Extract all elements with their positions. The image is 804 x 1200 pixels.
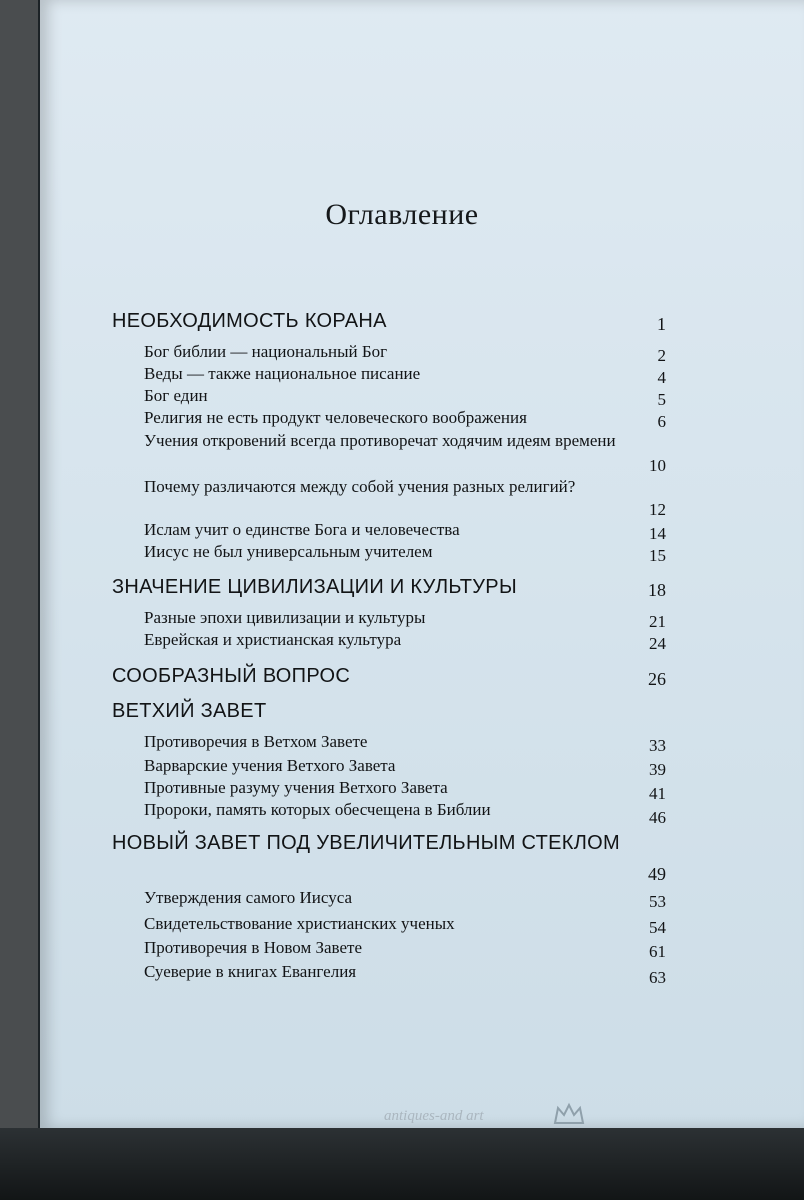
toc-entry-title: Религия не есть продукт человеческого воображения (144, 408, 527, 427)
toc-entry-title: Противные разуму учения Ветхого Завета (144, 778, 448, 797)
book-edge (0, 1128, 804, 1200)
toc-page-number: 53 (649, 892, 666, 911)
toc-section-title: ЗНАЧЕНИЕ ЦИВИЛИЗАЦИИ И КУЛЬТУРЫ (112, 576, 517, 598)
toc-entry-title: Варварские учения Ветхого Завета (144, 756, 396, 775)
toc-entry (0, 340, 804, 364)
toc-entry (0, 606, 804, 630)
toc-page-number: 63 (649, 968, 666, 987)
toc-entry (0, 406, 804, 430)
page-title: Оглавление (325, 198, 479, 231)
toc-entry (0, 798, 804, 827)
toc-page-number: 33 (649, 736, 666, 755)
toc-page-number: 61 (649, 942, 666, 961)
toc-page-number: 26 (648, 669, 666, 689)
toc-entry-title: Бог библии — национальный Бог (144, 342, 388, 361)
toc-entry-title: Пророки, память которых обесчещена в Библии (144, 800, 491, 819)
toc-section-title: ВЕТХИЙ ЗАВЕТ (112, 700, 267, 722)
watermark-text: antiques-and art (384, 1108, 484, 1124)
toc-entry (0, 754, 804, 778)
toc-entry (0, 428, 804, 474)
toc-entry-title: Веды — также национальное писание (144, 364, 421, 383)
toc-page-number: 18 (648, 580, 666, 600)
toc-entry (0, 540, 804, 564)
toc-entry-title: Утверждения самого Иисуса (144, 888, 352, 907)
toc-page-number: 24 (649, 634, 666, 653)
toc-page-number: 46 (649, 808, 666, 827)
toc-entry-title: Еврейская и христианская культура (144, 630, 402, 649)
toc-page-number: 49 (648, 864, 666, 884)
toc-section (0, 308, 804, 338)
toc-page-number: 6 (657, 412, 666, 431)
toc-section (0, 663, 804, 693)
toc-entry-title: Суеверие в книгах Евангелия (144, 962, 357, 981)
toc-page-number: 2 (657, 346, 666, 365)
toc-entry-title: Разные эпохи цивилизации и культуры (144, 608, 426, 627)
toc-page-number: 21 (649, 612, 666, 631)
toc-entry (0, 730, 804, 754)
toc-section (0, 698, 804, 728)
toc-page-number: 12 (649, 500, 666, 519)
toc-entry (0, 776, 804, 803)
toc-entry (0, 886, 804, 910)
toc-section-title: СООБРАЗНЫЙ ВОПРОС (112, 665, 351, 687)
toc-page-number: 41 (649, 784, 666, 803)
toc-entry-title: Бог един (144, 386, 208, 405)
crown-icon (552, 1102, 586, 1128)
toc-entry-title: Противоречия в Новом Завете (144, 938, 362, 957)
toc-page-number: 10 (649, 456, 666, 475)
toc-page-number: 14 (649, 524, 666, 543)
toc-entry (0, 518, 804, 542)
toc-entry (0, 384, 804, 408)
toc-page-number: 4 (657, 368, 666, 387)
toc-page-number: 15 (649, 546, 666, 565)
toc-section (0, 826, 804, 886)
toc-page-number: 5 (657, 390, 666, 409)
toc-entry (0, 474, 804, 520)
toc-entry-title: Иисус не был универсальным учителем (144, 542, 433, 561)
toc-entry (0, 936, 804, 960)
toc-entry-title: Учения откровений всегда противоречат ходячим идеям времени (144, 431, 616, 450)
toc-entry-title: Ислам учит о единстве Бога и человечества (144, 520, 460, 539)
toc-section-title: НОВЫЙ ЗАВЕТ ПОД УВЕЛИЧИТЕЛЬНЫМ СТЕКЛОМ (112, 832, 620, 854)
toc-section-title: НЕОБХОДИМОСТЬ КОРАНА (112, 310, 387, 332)
toc-entry-title: Почему различаются между собой учения разных религий? (144, 477, 576, 496)
toc-page-number: 1 (657, 314, 666, 334)
toc-entry-title: Противоречия в Ветхом Завете (144, 732, 368, 751)
toc-section (0, 574, 804, 604)
toc-page-number: 54 (649, 918, 666, 937)
toc-entry-title: Свидетельствование христианских ученых (144, 914, 455, 933)
toc-entry (0, 362, 804, 386)
toc-entry (0, 628, 804, 652)
toc-entry (0, 960, 804, 987)
toc-entry (0, 912, 804, 936)
toc-page-number: 39 (649, 760, 666, 779)
